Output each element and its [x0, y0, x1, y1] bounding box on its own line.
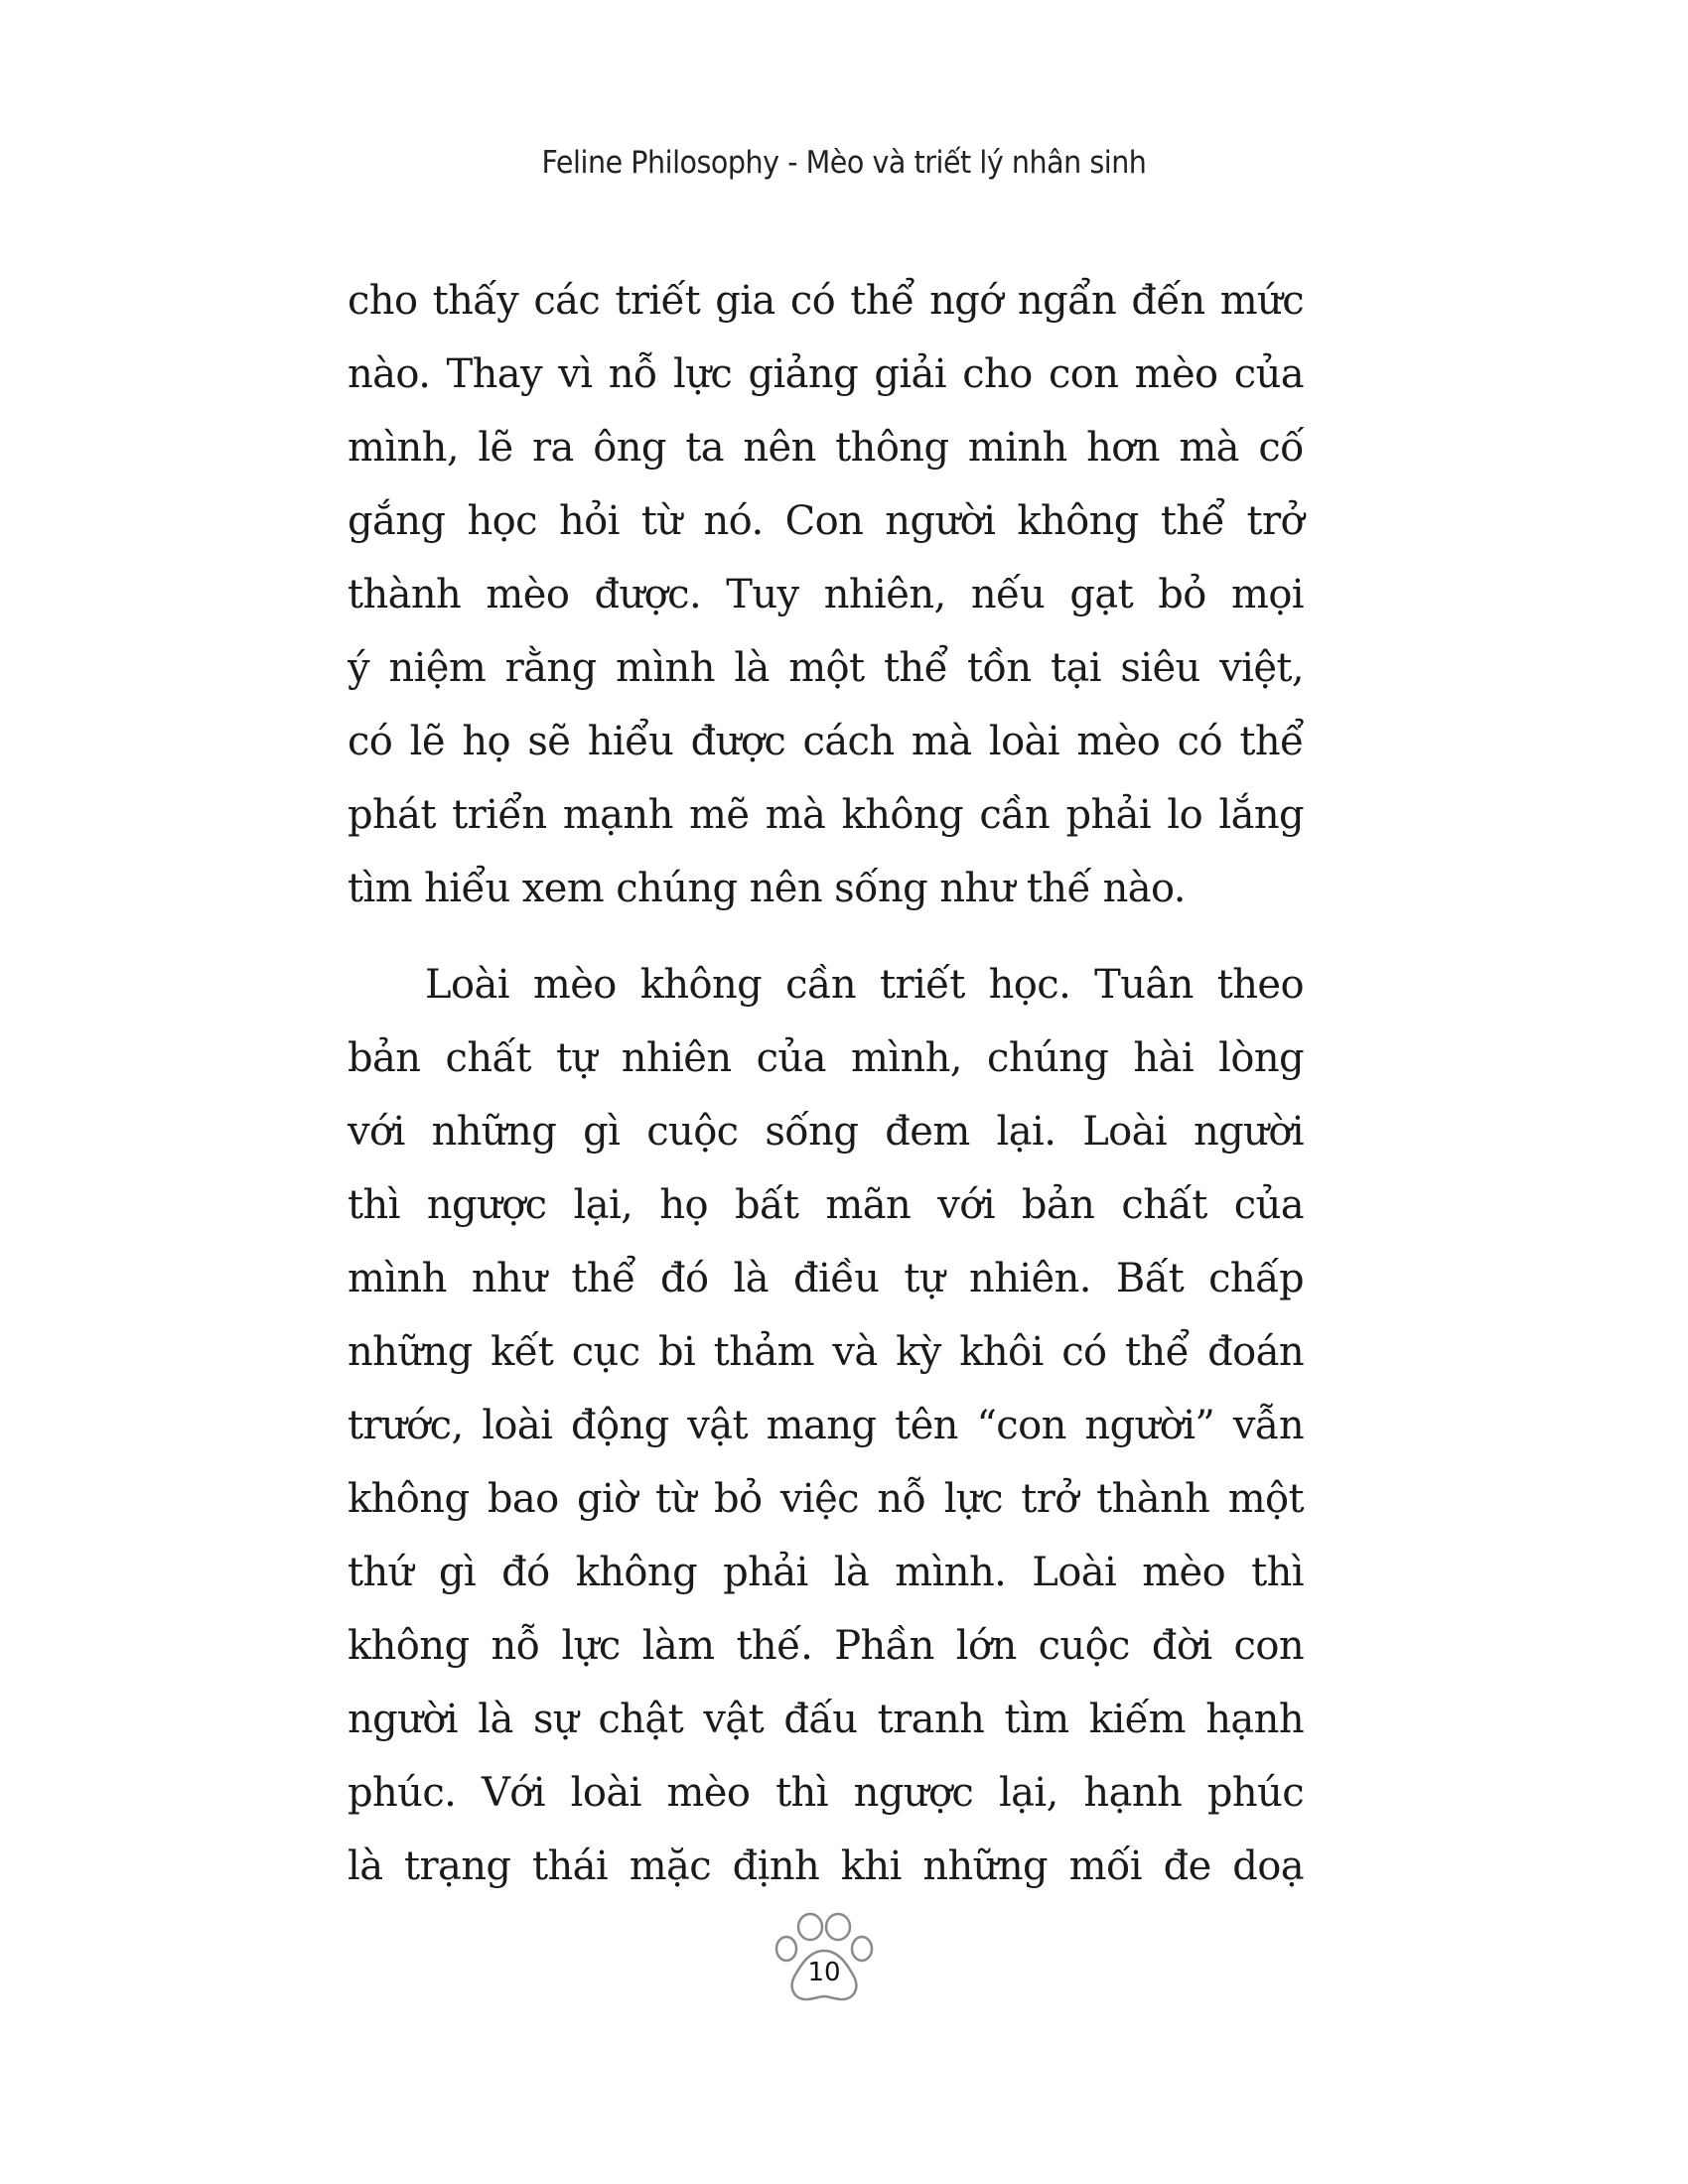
paragraph-2	[348, 948, 1304, 1903]
text-line: thành mèo được. Tuy nhiên, nếu gạt bỏ mọi	[348, 572, 1304, 617]
text-line: cho thấy các triết gia có thể ngớ ngẩn đến mức	[348, 278, 1304, 324]
text-line: phát triển mạnh mẽ mà không cần phải lo lắng	[348, 792, 1304, 838]
text-line: người là sự chật vật đấu tranh tìm kiếm hạnh	[348, 1697, 1304, 1742]
text-line: những kết cục bi thảm và kỳ khôi có thể đoán	[348, 1329, 1304, 1375]
text-line: thì ngược lại, họ bất mãn với bản chất của	[348, 1182, 1304, 1228]
text-line: mình như thể đó là điều tự nhiên. Bất chấp	[348, 1256, 1304, 1301]
running-header: Feline Philosophy - Mèo và triết lý nhân sinh	[541, 145, 1147, 181]
text-line: không bao giờ từ bỏ việc nỗ lực trở thành một	[348, 1476, 1304, 1522]
text-line: không nỗ lực làm thế. Phần lớn cuộc đời con	[348, 1623, 1304, 1669]
text-line: mình, lẽ ra ông ta nên thông minh hơn mà cố	[348, 425, 1304, 471]
text-line: ý niệm rằng mình là một thể tồn tại siêu việt,	[348, 645, 1304, 691]
text-line: bản chất tự nhiên của mình, chúng hài lòng	[348, 1035, 1304, 1081]
text-line: với những gì cuộc sống đem lại. Loài người	[348, 1109, 1304, 1155]
paragraph-1	[348, 264, 1304, 925]
text-line: gắng học hỏi từ nó. Con người không thể trở	[348, 498, 1304, 544]
text-line: là trạng thái mặc định khi những mối đe doạ	[348, 1843, 1304, 1889]
text-line: thứ gì đó không phải là mình. Loài mèo thì	[348, 1550, 1304, 1595]
text-line: tìm hiểu xem chúng nên sống như thế nào.	[348, 866, 1186, 911]
text-line: Loài mèo không cần triết học. Tuân theo	[425, 962, 1304, 1008]
text-line: nào. Thay vì nỗ lực giảng giải cho con mèo của	[348, 351, 1304, 397]
text-line: trước, loài động vật mang tên “con người” vẫn	[348, 1403, 1304, 1448]
page-number: 10	[807, 1958, 841, 1987]
text-line: phúc. Với loài mèo thì ngược lại, hạnh phúc	[348, 1770, 1304, 1816]
text-line: có lẽ họ sẽ hiểu được cách mà loài mèo có thể	[348, 719, 1304, 764]
